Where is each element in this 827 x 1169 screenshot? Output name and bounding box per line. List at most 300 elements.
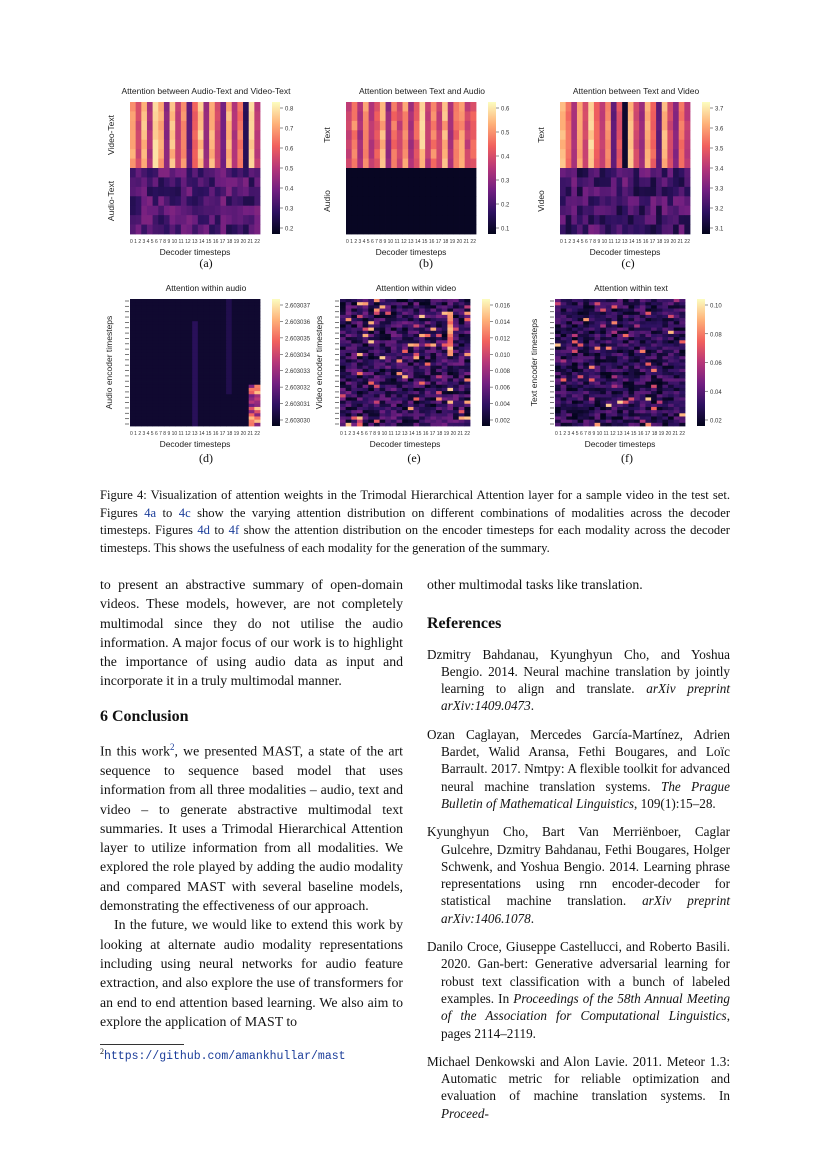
heatmap-cell [588,215,594,225]
heatmap-cell [447,407,453,411]
heatmap-cell [243,385,249,389]
heatmap-cell [425,356,431,360]
colorbar-tick: 2.603037 [285,303,311,310]
heatmap-cell [583,363,589,367]
heatmap-cell [175,302,181,306]
heatmap-cell [595,356,601,360]
heatmap-cell [175,372,181,376]
heatmap-cell [628,324,634,328]
heatmap-cell [673,187,679,197]
heatmap-cell [397,372,403,376]
heatmap-cell [605,149,611,159]
figure-ref-link[interactable]: 4f [228,523,240,538]
figure-ref-link[interactable]: 4c [178,505,191,520]
heatmap-cell [453,420,459,424]
heatmap-cell [566,407,572,411]
heatmap-cell [175,225,181,235]
heatmap-cell [561,366,567,370]
heatmap-cell [363,187,369,197]
heatmap-cell [459,334,465,338]
heatmap-cell [346,359,352,363]
heatmap-cell [346,305,352,309]
heatmap-cell [430,331,436,335]
heatmap-cell [595,394,601,398]
heatmap-cell [215,318,221,322]
heatmap-cell [572,340,578,344]
heatmap-cell [357,318,363,322]
heatmap-cell [374,397,380,401]
heatmap-cell [447,334,453,338]
heatmap-cell [612,397,618,401]
heatmap-cell [459,299,465,303]
heatmap-cell [606,401,612,405]
heatmap-cell [459,331,465,335]
heatmap-cell [459,366,465,370]
heatmap-cell [453,225,459,235]
heatmap-cell [668,305,674,309]
heatmap-cell [561,372,567,376]
heatmap-cell [634,420,640,424]
heatmap-cell [147,416,153,420]
heatmap-cell [464,375,470,379]
heatmap-cell [385,315,391,319]
heatmap-cell [667,149,673,159]
heatmap-cell [566,404,572,408]
heatmap-cell [352,140,358,150]
heatmap-cell [459,159,465,169]
heatmap-cell [374,111,380,121]
heatmap-cell [668,302,674,306]
heatmap-cell [136,397,142,401]
heatmap-cell [141,375,147,379]
heatmap-cell [571,121,577,131]
heatmap-cell [368,410,374,414]
heatmap-cell [425,353,431,357]
heatmap-cell [249,196,255,206]
heatmap-cell [583,309,589,313]
heatmap-cell [657,331,663,335]
heatmap-cell [413,331,419,335]
heatmap-cell [203,159,209,169]
heatmap-cell [147,337,153,341]
heatmap-cell [232,350,238,354]
heatmap-cell [164,328,170,332]
figure-ref-link[interactable]: 4d [197,523,210,538]
heatmap-cell [470,168,476,178]
heatmap-cell [566,130,572,140]
heatmap-cell [566,225,572,235]
heatmap-cell [175,401,181,405]
heatmap-cell [561,369,567,373]
heatmap-cell [413,328,419,332]
heatmap-cell [555,407,561,411]
heatmap-cell [369,215,375,225]
heatmap-cell [414,140,420,150]
heatmap-cell [605,102,611,112]
heatmap-cell [226,168,232,178]
heatmap-cell [442,420,448,424]
heatmap-cell [203,353,209,357]
heatmap-cell [600,353,606,357]
heatmap-cell [459,130,465,140]
heatmap-cell [254,420,260,424]
heatmap-cell [436,318,442,322]
heatmap-cell [651,404,657,408]
heatmap-cell [130,347,136,351]
panel-f [525,283,737,473]
heatmap-cell [656,159,662,169]
heatmap-cell [181,159,187,169]
heatmap-cell [628,318,634,322]
heatmap-cell [374,225,380,235]
heatmap-cell [674,378,680,382]
heatmap-cell [391,423,397,427]
heatmap-cell [430,397,436,401]
heatmap-cell [674,401,680,405]
heatmap-cell [595,359,601,363]
heatmap-cell [668,324,674,328]
heatmap-cell [220,337,226,341]
heatmap-cell [674,337,680,341]
heatmap-cell [403,149,409,159]
heatmap-cell [226,130,232,140]
heatmap-cell [136,385,142,389]
heatmap-cell [203,391,209,395]
heatmap-cell [453,353,459,357]
heatmap-cell [459,385,465,389]
ref-text: Ozan Caglayan, Mercedes García-Martínez, Adrien Bardet, Walid Aransa, Fethi Bougares, and Loïc Barrault. 2017. Nmtpy: A flexible toolkit for advanced neural machine translation systems. [427,726,730,794]
heatmap-cell [357,413,363,417]
heatmap-cell [380,331,386,335]
heatmap-cell [667,159,673,169]
heatmap-cell [340,388,346,392]
heatmap-cell [419,340,425,344]
heatmap-cell [380,343,386,347]
heatmap-cell [141,328,147,332]
heatmap-cell [198,372,204,376]
heatmap-cell [617,121,623,131]
heatmap-cell [209,149,215,159]
heatmap-cell [436,343,442,347]
heatmap-cell [612,356,618,360]
heatmap-cell [657,369,663,373]
heatmap-cell [130,372,136,376]
heatmap-cell [351,407,357,411]
heatmap-cell [453,309,459,313]
heatmap-cell [645,187,651,197]
heatmap-cell [237,324,243,328]
heatmap-cell [198,225,204,235]
heatmap-cell [136,407,142,411]
heatmap-cell [340,375,346,379]
heatmap-cell [237,102,243,112]
heatmap-cell [589,391,595,395]
heatmap-cell [147,299,153,303]
heatmap-cell [595,305,601,309]
heatmap-cell [430,375,436,379]
heatmap-cell [413,407,419,411]
heatmap-cell [578,353,584,357]
heatmap-cell [187,410,193,414]
heatmap-cell [346,385,352,389]
heatmap-cell [679,299,685,303]
heatmap-cell [419,385,425,389]
heatmap-cell [215,394,221,398]
heatmap-cell [561,334,567,338]
heatmap-cell [662,337,668,341]
heatmap-cell [679,187,685,197]
heatmap-cell [368,331,374,335]
heatmap-cell [153,372,159,376]
heatmap-cell [130,350,136,354]
heatmap-cell [679,407,685,411]
heatmap-cell [662,177,668,187]
heatmap-cell [237,140,243,150]
heatmap-cell [254,375,260,379]
heatmap-cell [447,321,453,325]
heatmap-cell [237,331,243,335]
heatmap-cell [380,206,386,216]
heatmap-cell [340,420,346,424]
heatmap-cell [130,369,136,373]
heatmap-cell [645,168,651,178]
heatmap-cell [391,140,397,150]
heatmap-cell [674,391,680,395]
heatmap-cell [578,420,584,424]
heatmap-cell [679,309,685,313]
heatmap-cell [198,187,204,197]
heatmap-cell [413,385,419,389]
heatmap-cell [667,187,673,197]
heatmap-cell [459,356,465,360]
heatmap-cell [470,225,476,235]
heatmap-cell [566,337,572,341]
heatmap-cell [374,385,380,389]
heatmap-cell [442,363,448,367]
heatmap-cell [243,111,249,121]
heatmap-cell [192,318,198,322]
heatmap-cell [623,375,629,379]
heatmap-cell [430,302,436,306]
footnote-marker[interactable]: 2 [170,742,175,753]
heatmap-cell [464,302,470,306]
heatmap-cell [226,337,232,341]
heatmap-cell [243,309,249,313]
heatmap-cell [237,366,243,370]
heatmap-cell [226,312,232,316]
heatmap-cell [164,324,170,328]
heatmap-cell [363,331,369,335]
heatmap-cell [583,350,589,354]
heatmap-cell [164,340,170,344]
heatmap-cell [459,312,465,316]
heatmap-cell [436,397,442,401]
heatmap-cell [639,149,645,159]
heatmap-cell [612,347,618,351]
heatmap-cell [237,359,243,363]
heatmap-cell [572,363,578,367]
heatmap-cell [391,111,397,121]
heatmap-cell [181,196,187,206]
heatmap-cell [209,225,215,235]
heatmap-cell [595,321,601,325]
heatmap-cell [555,359,561,363]
heatmap-cell [209,305,215,309]
heatmap-cell [369,206,375,216]
heatmap-cell [346,378,352,382]
heatmap-cell [442,206,448,216]
x-tick-labels: 0 1 2 3 4 5 6 7 8 9 10 11 12 13 14 15 16 17 18 19 20 21 22 [130,239,261,245]
heatmap-cell [397,299,403,303]
heatmap-cell [187,416,193,420]
heatmap-cell [153,394,159,398]
heatmap-cell [158,334,164,338]
heatmap-cell [561,302,567,306]
heatmap-cell [232,353,238,357]
heatmap-cell [136,299,142,303]
heatmap-cell [391,404,397,408]
heatmap-cell [588,177,594,187]
heatmap-cell [662,397,668,401]
heatmap-cell [147,356,153,360]
heatmap-cell [425,423,431,427]
heatmap-cell [340,359,346,363]
heatmap-cell [679,391,685,395]
figure-ref-link[interactable]: 4a [144,505,157,520]
heatmap-cell [164,312,170,316]
heatmap-cell [175,340,181,344]
heatmap-cell [203,149,209,159]
heatmap-cell [158,305,164,309]
heatmap-cell [413,423,419,427]
heatmap-cell [640,318,646,322]
heatmap-cell [583,369,589,373]
heatmap-cell [673,159,679,169]
heatmap-cell [254,318,260,322]
heatmap-cell [346,340,352,344]
heatmap-cell [397,111,403,121]
heatmap-cell [254,315,260,319]
heatmap-cell [617,359,623,363]
heatmap-cell [640,397,646,401]
heatmap-cell [645,347,651,351]
heatmap-cell [385,359,391,363]
heatmap-cell [175,407,181,411]
heatmap-cell [431,159,437,169]
heatmap-cell [198,340,204,344]
heatmap-cell [385,337,391,341]
heatmap-cell [209,410,215,414]
heatmap-cell [566,318,572,322]
heatmap-cell [153,363,159,367]
colorbar-tick: 2.603030 [285,418,311,425]
heatmap-cell [674,305,680,309]
heatmap-cell [662,206,668,216]
heatmap-cell [374,423,380,427]
footnote-url-link[interactable]: https://github.com/amankhullar/mast [104,1049,346,1063]
heatmap-cell [340,423,346,427]
heatmap-cell [622,187,628,197]
heatmap-cell [425,359,431,363]
heatmap-cell [363,356,369,360]
heatmap-cell [464,378,470,382]
heatmap-cell [419,413,425,417]
heatmap-cell [662,413,668,417]
heatmap-cell [650,149,656,159]
heatmap-cell [391,410,397,414]
heatmap-cell [430,378,436,382]
heatmap-cell [453,328,459,332]
heatmap-cell [606,378,612,382]
heatmap-cell [622,111,628,121]
heatmap-cell [368,378,374,382]
heatmap-cell [555,366,561,370]
heatmap-cell [237,130,243,140]
heatmap-cell [220,382,226,386]
heatmap-cell [369,140,375,150]
heatmap-cell [572,385,578,389]
heatmap-cell [668,404,674,408]
heatmap-cell [346,410,352,414]
heatmap-cell [560,168,566,178]
heatmap-cell [583,206,589,216]
heatmap-cell [583,130,589,140]
heatmap-cell [385,309,391,313]
heatmap-cell [147,177,153,187]
heatmap-cell [566,372,572,376]
heatmap-cell [340,382,346,386]
heatmap-cell [374,347,380,351]
heatmap-cell [181,299,187,303]
heatmap-cell [226,177,232,187]
heatmap-cell [351,372,357,376]
heatmap-cell [561,416,567,420]
heatmap-cell [588,196,594,206]
heatmap-cell [243,420,249,424]
heatmap-cell [679,177,685,187]
heatmap-cell [203,369,209,373]
heatmap-cell [181,385,187,389]
heatmap-cell [425,413,431,417]
heatmap-cell [403,168,409,178]
heatmap-cell [181,340,187,344]
heatmap-cell [470,159,476,169]
heatmap-cell [254,369,260,373]
heatmap-cell [232,130,238,140]
heatmap-cell [583,391,589,395]
heatmap-cell [414,111,420,121]
heatmap-cell [368,382,374,386]
heatmap-cell [374,315,380,319]
heatmap-cell [442,391,448,395]
heatmap-cell [679,302,685,306]
heatmap-cell [436,388,442,392]
heatmap-cell [628,343,634,347]
ref-text: Danilo Croce, Giuseppe Castellucci, and Roberto Basili. 2020. Gan-bert: Generative adversarial learning for robust text classification with a bunch of labeled examples. In [427,939,730,1006]
heatmap-cell [634,305,640,309]
heatmap-cell [668,385,674,389]
heatmap-cell [566,401,572,405]
heatmap-cell [226,359,232,363]
heatmap-cell [153,397,159,401]
colorbar-tick: 0.4 [501,154,510,161]
heatmap-cell [425,121,431,131]
heatmap-cell [153,315,159,319]
heatmap-cell [634,391,640,395]
heatmap-cell [611,111,617,121]
footnote [100,1047,346,1063]
heatmap-cell [465,111,471,121]
